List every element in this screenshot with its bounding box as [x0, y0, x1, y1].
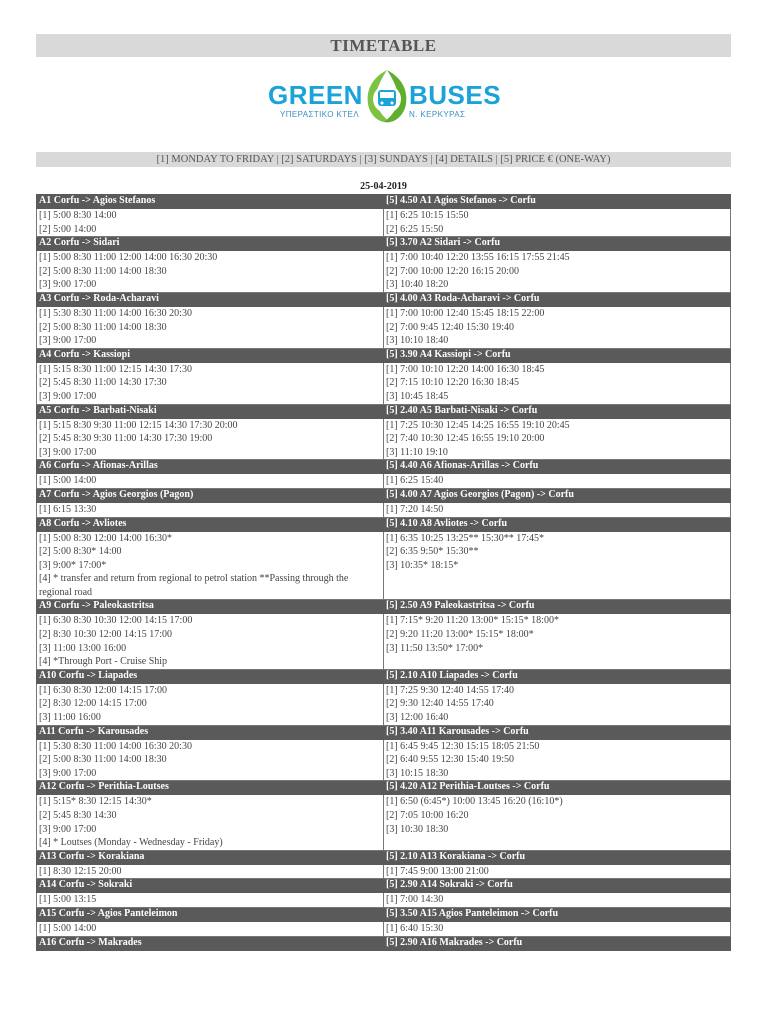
return-schedule	[384, 614, 731, 669]
route-schedule-row	[37, 251, 731, 293]
schedule-line: [2] 5:45 8:30 14:30	[39, 810, 117, 821]
route-outbound-title: A12 Corfu -> Perithia-Loutses	[37, 781, 384, 795]
return-schedule	[384, 893, 731, 908]
route-outbound-title: A6 Corfu -> Afionas-Arillas	[37, 460, 384, 474]
schedule-line: [1] 7:00 10:00 12:40 15:45 18:15 22:00	[386, 307, 545, 319]
route-return-title: [5] 4.00 A7 Agios Georgios (Pagon) -> Corfu	[384, 488, 731, 502]
route-schedule-row	[37, 683, 731, 725]
schedule-line: [1] 6:45 9:45 12:30 15:15 18:05 21:50	[386, 740, 540, 752]
route-header-row	[37, 237, 731, 251]
route-return-title: [5] 2.10 A10 Liapades -> Corfu	[384, 669, 731, 683]
route-outbound-title: A11 Corfu -> Karousades	[37, 725, 384, 739]
return-schedule	[384, 864, 731, 879]
route-return-title: [5] 4.00 A3 Roda-Acharavi -> Corfu	[384, 292, 731, 306]
route-header-row	[37, 936, 731, 950]
return-schedule	[384, 474, 731, 489]
outbound-schedule	[37, 739, 384, 781]
schedule-line: [2] 5:00 8:30 11:00 14:00 18:30	[39, 321, 167, 333]
route-header-row	[37, 907, 731, 921]
route-outbound-title: A2 Corfu -> Sidari	[37, 237, 384, 251]
logo-subtitle-right: Ν. ΚΕΡΚΥΡΑΣ	[409, 110, 466, 119]
route-outbound-title: A1 Corfu -> Agios Stefanos	[37, 195, 384, 209]
schedule-line: [2] 5:45 8:30 9:30 11:00 14:30 17:30 19:00	[39, 433, 213, 445]
schedule-line: [2] 9:30 12:40 14:55 17:40	[386, 698, 494, 710]
schedule-line: [1] 6:40 15:30	[386, 922, 444, 934]
route-header-row	[37, 404, 731, 418]
schedule-line: [2] 5:00 8:30* 14:00	[39, 546, 122, 558]
schedule-line: [1] 5:15 8:30 11:00 12:15 14:30 17:30	[39, 363, 192, 375]
schedule-line: [2] 7:40 10:30 12:45 16:55 19:10 20:00	[386, 433, 545, 445]
route-return-title: [5] 4.20 A12 Perithia-Loutses -> Corfu	[384, 781, 731, 795]
schedule-line: [3] 9:00* 17:00*	[39, 559, 107, 571]
route-outbound-title: A16 Corfu -> Makrades	[37, 936, 384, 950]
logo-subtitle-left: ΥΠΕΡΑΣΤΙΚΟ ΚΤΕΛ	[280, 110, 360, 119]
schedule-line: [1] 7:25 9:30 12:40 14:55 17:40	[386, 684, 515, 696]
legend-bar: [1] MONDAY TO FRIDAY | [2] SATURDAYS | [3] SUNDAYS | [4] DETAILS | [5] PRICE € (ONE-WAY)	[36, 152, 731, 167]
schedule-line: [2] 8:30 12:00 14:15 17:00	[39, 698, 147, 710]
schedule-line: [1] 5:15* 8:30 12:15 14:30*	[39, 796, 152, 808]
outbound-schedule	[37, 893, 384, 908]
schedule-line: [4] *Through Port - Cruise Ship	[39, 656, 168, 668]
route-outbound-title: A5 Corfu -> Barbati-Nisaki	[37, 404, 384, 418]
return-schedule	[384, 683, 731, 725]
schedule-line: [3] 10:45 18:45	[386, 390, 449, 402]
route-header-row	[37, 195, 731, 209]
schedule-line: [1] 6:30 8:30 10:30 12:00 14:15 17:00	[39, 615, 193, 627]
page-title: TIMETABLE	[36, 34, 731, 57]
route-schedule-row	[37, 921, 731, 936]
outbound-schedule	[37, 209, 384, 237]
outbound-schedule	[37, 683, 384, 725]
return-schedule	[384, 502, 731, 517]
route-header-row	[37, 517, 731, 531]
schedule-line: [1] 6:15 13:30	[39, 503, 97, 515]
schedule-line: [1] 5:00 13:15	[39, 894, 97, 906]
return-schedule	[384, 209, 731, 237]
outbound-schedule	[37, 795, 384, 850]
route-return-title: [5] 2.50 A9 Paleokastritsa -> Corfu	[384, 600, 731, 614]
route-header-row	[37, 488, 731, 502]
schedule-line: [3] 10:15 18:30	[386, 767, 449, 779]
schedule-line: [3] 9:00 17:00	[39, 823, 97, 835]
schedule-line: [2] 5:00 8:30 11:00 14:00 18:30	[39, 265, 167, 277]
logo-word-left: GREEN	[268, 80, 363, 110]
schedule-line: [2] 7:00 10:00 12:20 16:15 20:00	[386, 265, 520, 277]
schedule-line: [2] 7:15 10:10 12:20 16:30 18:45	[386, 377, 520, 389]
route-schedule-row	[37, 418, 731, 460]
route-header-row	[37, 781, 731, 795]
schedule-line: [2] 7:05 10:00 16:20	[386, 810, 469, 821]
outbound-schedule	[37, 614, 384, 669]
route-schedule-row	[37, 739, 731, 781]
schedule-line: [3] 11:10 19:10	[386, 446, 448, 458]
return-schedule	[384, 418, 731, 460]
route-return-title: [5] 3.50 A15 Agios Panteleimon -> Corfu	[384, 907, 731, 921]
schedule-line: [4] * transfer and return from regional to petrol station **Passing through the regional road	[39, 573, 349, 598]
route-header-row	[37, 292, 731, 306]
route-return-title: [5] 4.10 A8 Avliotes -> Corfu	[384, 517, 731, 531]
schedule-line: [3] 9:00 17:00	[39, 279, 97, 291]
schedule-line: [1] 7:00 14:30	[386, 894, 444, 906]
route-schedule-row	[37, 864, 731, 879]
route-return-title: [5] 4.50 A1 Agios Stefanos -> Corfu	[384, 195, 731, 209]
schedule-line: [4] * Loutses (Monday - Wednesday - Friday)	[39, 837, 223, 849]
route-return-title: [5] 4.40 A6 Afionas-Arillas -> Corfu	[384, 460, 731, 474]
route-return-title: [5] 2.90 A14 Sokraki -> Corfu	[384, 879, 731, 893]
schedule-line: [1] 7:00 10:10 12:20 14:00 16:30 18:45	[386, 363, 545, 375]
route-outbound-title: A9 Corfu -> Paleokastritsa	[37, 600, 384, 614]
return-schedule	[384, 251, 731, 293]
schedule-line: [1] 7:00 10:40 12:20 13:55 16:15 17:55 21:45	[386, 252, 570, 264]
route-schedule-row	[37, 209, 731, 237]
schedule-line: [1] 6:50 (6:45*) 10:00 13:45 16:20 (16:10*)	[386, 796, 563, 808]
schedule-line: [1] 8:30 12:15 20:00	[39, 865, 122, 877]
route-outbound-title: A14 Corfu -> Sokraki	[37, 879, 384, 893]
schedule-line: [2] 6:35 9:50* 15:30**	[386, 546, 479, 558]
route-header-row	[37, 460, 731, 474]
route-schedule-row	[37, 531, 731, 600]
timetable-date: 25-04-2019	[360, 181, 407, 192]
return-schedule	[384, 362, 731, 404]
outbound-schedule	[37, 531, 384, 600]
schedule-line: [3] 11:00 16:00	[39, 712, 101, 724]
route-return-title: [5] 3.70 A2 Sidari -> Corfu	[384, 237, 731, 251]
schedule-line: [1] 7:15* 9:20 11:20 13:00* 15:15* 18:00*	[386, 615, 559, 627]
return-schedule	[384, 531, 731, 600]
schedule-line: [1] 5:00 14:00	[39, 475, 97, 487]
schedule-line: [2] 6:40 9:55 12:30 15:40 19:50	[386, 754, 515, 766]
schedule-line: [1] 6:25 15:40	[386, 475, 444, 487]
outbound-schedule	[37, 306, 384, 348]
return-schedule	[384, 795, 731, 850]
schedule-line: [1] 5:00 8:30 14:00	[39, 210, 117, 221]
schedule-line: [1] 5:30 8:30 11:00 14:00 16:30 20:30	[39, 740, 192, 752]
route-schedule-row	[37, 362, 731, 404]
schedule-line: [2] 8:30 10:30 12:00 14:15 17:00	[39, 629, 173, 641]
schedule-line: [2] 9:20 11:20 13:00* 15:15* 18:00*	[386, 629, 534, 641]
return-schedule	[384, 306, 731, 348]
route-outbound-title: A8 Corfu -> Avliotes	[37, 517, 384, 531]
return-schedule	[384, 921, 731, 936]
logo-word-right: BUSES	[409, 80, 502, 110]
route-return-title: [5] 2.90 A16 Makrades -> Corfu	[384, 936, 731, 950]
route-schedule-row	[37, 795, 731, 850]
schedule-line: [3] 10:30 18:30	[386, 823, 449, 835]
schedule-line: [3] 9:00 17:00	[39, 335, 97, 347]
green-buses-logo	[266, 66, 502, 130]
schedule-line: [1] 7:45 9:00 13:00 21:00	[386, 865, 489, 877]
outbound-schedule	[37, 864, 384, 879]
outbound-schedule	[37, 502, 384, 517]
outbound-schedule	[37, 474, 384, 489]
route-outbound-title: A3 Corfu -> Roda-Acharavi	[37, 292, 384, 306]
outbound-schedule	[37, 921, 384, 936]
route-outbound-title: A4 Corfu -> Kassiopi	[37, 348, 384, 362]
route-schedule-row	[37, 306, 731, 348]
schedule-line: [1] 6:30 8:30 12:00 14:15 17:00	[39, 684, 168, 696]
schedule-line: [2] 7:00 9:45 12:40 15:30 19:40	[386, 321, 515, 333]
schedule-line: [1] 5:15 8:30 9:30 11:00 12:15 14:30 17:30 20:00	[39, 419, 238, 431]
route-schedule-row	[37, 893, 731, 908]
schedule-line: [3] 10:35* 18:15*	[386, 559, 459, 571]
schedule-line: [1] 7:20 14:50	[386, 503, 444, 515]
timetable	[36, 194, 731, 951]
outbound-schedule	[37, 251, 384, 293]
route-header-row	[37, 600, 731, 614]
schedule-line: [1] 5:00 14:00	[39, 922, 97, 934]
schedule-line: [1] 6:35 10:25 13:25** 15:30** 17:45*	[386, 532, 545, 544]
route-schedule-row	[37, 614, 731, 669]
route-header-row	[37, 850, 731, 864]
route-return-title: [5] 2.10 A13 Korakiana -> Corfu	[384, 850, 731, 864]
route-header-row	[37, 725, 731, 739]
schedule-line: [1] 5:00 8:30 12:00 14:00 16:30*	[39, 532, 173, 544]
bus-leaf-icon	[364, 68, 410, 126]
return-schedule	[384, 739, 731, 781]
route-header-row	[37, 348, 731, 362]
route-outbound-title: A15 Corfu -> Agios Panteleimon	[37, 907, 384, 921]
schedule-line: [1] 7:25 10:30 12:45 14:25 16:55 19:10 20:45	[386, 419, 570, 431]
route-return-title: [5] 2.40 A5 Barbati-Nisaki -> Corfu	[384, 404, 731, 418]
route-return-title: [5] 3.40 A11 Karousades -> Corfu	[384, 725, 731, 739]
schedule-line: [2] 5:00 14:00	[39, 223, 97, 235]
schedule-line: [1] 5:30 8:30 11:00 14:00 16:30 20:30	[39, 307, 192, 319]
schedule-line: [3] 10:40 18:20	[386, 279, 449, 291]
schedule-line: [3] 9:00 17:00	[39, 390, 97, 402]
schedule-line: [2] 6:25 15:50	[386, 223, 444, 235]
outbound-schedule	[37, 418, 384, 460]
route-schedule-row	[37, 474, 731, 489]
schedule-line: [1] 6:25 10:15 15:50	[386, 210, 469, 221]
outbound-schedule	[37, 362, 384, 404]
schedule-line: [3] 11:50 13:50* 17:00*	[386, 642, 484, 654]
route-header-row	[37, 879, 731, 893]
route-outbound-title: A13 Corfu -> Korakiana	[37, 850, 384, 864]
route-header-row	[37, 669, 731, 683]
schedule-line: [2] 5:00 8:30 11:00 14:00 18:30	[39, 754, 167, 766]
schedule-line: [3] 9:00 17:00	[39, 446, 97, 458]
schedule-line: [2] 5:45 8:30 11:00 14:30 17:30	[39, 377, 167, 389]
route-return-title: [5] 3.90 A4 Kassiopi -> Corfu	[384, 348, 731, 362]
route-outbound-title: A7 Corfu -> Agios Georgios (Pagon)	[37, 488, 384, 502]
schedule-line: [3] 9:00 17:00	[39, 767, 97, 779]
route-schedule-row	[37, 502, 731, 517]
route-outbound-title: A10 Corfu -> Liapades	[37, 669, 384, 683]
schedule-line: [3] 10:10 18:40	[386, 335, 449, 347]
schedule-line: [3] 11:00 13:00 16:00	[39, 642, 127, 654]
schedule-line: [1] 5:00 8:30 11:00 12:00 14:00 16:30 20:30	[39, 252, 218, 264]
schedule-line: [3] 12:00 16:40	[386, 712, 449, 724]
